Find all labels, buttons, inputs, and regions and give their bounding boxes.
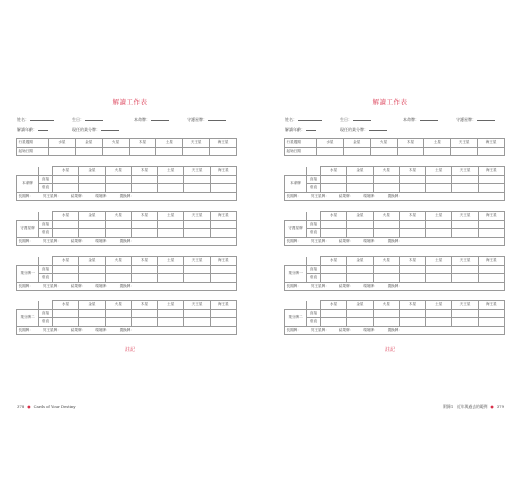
- col-header: 火星: [105, 301, 131, 310]
- left-page-footer: [17, 404, 76, 409]
- col-header: 海王星: [210, 167, 236, 176]
- section-name: 本命牌: [285, 175, 307, 192]
- vertical-label: 垂直: [307, 274, 321, 283]
- cell[interactable]: [452, 309, 478, 318]
- vertical-label: 垂直: [307, 184, 321, 193]
- planet-period-table: [16, 138, 237, 156]
- cell[interactable]: [478, 309, 504, 318]
- col-header: 天王星: [184, 167, 210, 176]
- vertical-label: 垂直: [39, 229, 53, 238]
- cell[interactable]: [373, 318, 399, 327]
- col-header: 木星: [399, 167, 425, 176]
- direct-label: 直接: [307, 220, 321, 229]
- vertical-label: 垂直: [39, 318, 53, 327]
- col-header: 海王星: [478, 301, 504, 310]
- section-table-2: [16, 211, 237, 246]
- col-header: 木星: [399, 301, 425, 310]
- foot-row: 長期牌： 冥王星牌： 結果牌： 環境牌： 置換牌：: [285, 192, 505, 200]
- cell[interactable]: [158, 184, 184, 193]
- col-venus: 金星: [75, 139, 102, 148]
- col-mars: 火星: [102, 139, 129, 148]
- cell[interactable]: [184, 220, 210, 229]
- cell[interactable]: [321, 175, 347, 184]
- col-header: 土星: [158, 257, 184, 266]
- direct-label: 直接: [39, 309, 53, 318]
- col-neptune: 海王星: [478, 139, 505, 148]
- cell[interactable]: [452, 220, 478, 229]
- notes-heading: 註記: [124, 347, 135, 353]
- col-header: 水星: [53, 301, 79, 310]
- book-title: Cards of Your Destiny: [33, 404, 76, 409]
- foot-row: 長期牌： 冥王星牌： 結果牌： 環境牌： 置換牌：: [285, 282, 505, 290]
- cell[interactable]: [158, 274, 184, 283]
- cell[interactable]: [426, 318, 452, 327]
- name-field[interactable]: 姓名：: [17, 117, 54, 123]
- cell[interactable]: [53, 265, 79, 274]
- cell[interactable]: [452, 274, 478, 283]
- cell[interactable]: [184, 309, 210, 318]
- col-mars: 火星: [370, 139, 397, 148]
- section-name: 業分牌二: [17, 309, 39, 326]
- col-header: 火星: [105, 257, 131, 266]
- col-header: 海王星: [210, 257, 236, 266]
- cell[interactable]: [373, 265, 399, 274]
- cell[interactable]: [79, 220, 105, 229]
- start-date-label: 起始日期: [285, 147, 317, 156]
- cell[interactable]: [399, 229, 425, 238]
- col-header: 金星: [347, 257, 373, 266]
- age-field[interactable]: 解讀年齡：: [17, 127, 48, 133]
- cell[interactable]: [79, 229, 105, 238]
- col-header: 海王星: [478, 167, 504, 176]
- col-header: 土星: [426, 167, 452, 176]
- col-saturn: 土星: [424, 139, 451, 148]
- date-cell[interactable]: [156, 147, 183, 156]
- col-header: 水星: [321, 257, 347, 266]
- cell[interactable]: [321, 220, 347, 229]
- col-header: 火星: [373, 167, 399, 176]
- bullet-icon: ●: [490, 404, 494, 409]
- section-table-4: [16, 300, 237, 335]
- section-name: 業分牌二: [285, 309, 307, 326]
- col-header: 金星: [79, 257, 105, 266]
- cell[interactable]: [347, 175, 373, 184]
- col-header: 水星: [321, 212, 347, 221]
- vertical-label: 垂直: [39, 184, 53, 193]
- cell[interactable]: [210, 229, 236, 238]
- col-header: 海王星: [210, 301, 236, 310]
- chapter-title: 附錄1 近年與過去的範例: [443, 404, 488, 409]
- date-cell[interactable]: [370, 147, 397, 156]
- cell[interactable]: [426, 265, 452, 274]
- direct-label: 直接: [39, 220, 53, 229]
- cell[interactable]: [131, 274, 157, 283]
- col-header: 水星: [53, 167, 79, 176]
- foot-row: 長期牌： 冥王星牌： 結果牌： 環境牌： 置換牌：: [285, 237, 505, 245]
- cell[interactable]: [373, 175, 399, 184]
- date-cell[interactable]: [210, 147, 237, 156]
- cell[interactable]: [478, 184, 504, 193]
- page-number: 379: [496, 404, 504, 409]
- section-name: 業分牌一: [17, 265, 39, 282]
- col-header: 土星: [426, 257, 452, 266]
- cell[interactable]: [53, 220, 79, 229]
- col-header: 水星: [321, 167, 347, 176]
- cell[interactable]: [373, 229, 399, 238]
- planet-period-label: 行星週期: [17, 139, 49, 148]
- current-card-field[interactable]: 現任的業分牌：: [72, 127, 119, 133]
- cell[interactable]: [321, 265, 347, 274]
- section-name: 本命牌: [17, 175, 39, 192]
- cell[interactable]: [105, 229, 131, 238]
- col-header: 木星: [131, 257, 157, 266]
- col-header: 火星: [373, 212, 399, 221]
- planet-period-label: 行星週期: [285, 139, 317, 148]
- col-uranus: 天王星: [451, 139, 478, 148]
- date-cell[interactable]: [424, 147, 451, 156]
- cell[interactable]: [399, 274, 425, 283]
- cell[interactable]: [131, 309, 157, 318]
- vertical-label: 垂直: [307, 318, 321, 327]
- cell[interactable]: [321, 229, 347, 238]
- cell[interactable]: [210, 184, 236, 193]
- col-header: 水星: [53, 257, 79, 266]
- date-cell[interactable]: [478, 147, 505, 156]
- section-table-3: [16, 256, 237, 291]
- cell[interactable]: [321, 318, 347, 327]
- direct-label: 直接: [39, 175, 53, 184]
- cell[interactable]: [399, 318, 425, 327]
- col-header: 金星: [79, 212, 105, 221]
- col-header: 火星: [373, 257, 399, 266]
- cell[interactable]: [105, 274, 131, 283]
- col-neptune: 海王星: [210, 139, 237, 148]
- col-uranus: 天王星: [183, 139, 210, 148]
- cell[interactable]: [399, 309, 425, 318]
- cell[interactable]: [452, 229, 478, 238]
- cell[interactable]: [426, 220, 452, 229]
- cell[interactable]: [53, 309, 79, 318]
- cell[interactable]: [321, 274, 347, 283]
- col-header: 天王星: [184, 212, 210, 221]
- cell[interactable]: [210, 309, 236, 318]
- cell[interactable]: [53, 175, 79, 184]
- date-cell[interactable]: [397, 147, 424, 156]
- col-jupiter: 木星: [397, 139, 424, 148]
- cell[interactable]: [373, 184, 399, 193]
- cell[interactable]: [210, 318, 236, 327]
- col-header: 天王星: [184, 301, 210, 310]
- col-saturn: 土星: [156, 139, 183, 148]
- section-table-1: [16, 166, 237, 201]
- col-header: 火星: [105, 212, 131, 221]
- section-name: 守護星牌: [285, 220, 307, 237]
- col-header: 火星: [373, 301, 399, 310]
- cell[interactable]: [131, 220, 157, 229]
- col-mercury: 水星: [317, 139, 344, 148]
- section-table-1: [284, 166, 505, 201]
- cell[interactable]: [373, 274, 399, 283]
- col-header: 海王星: [478, 212, 504, 221]
- col-header: 木星: [131, 167, 157, 176]
- cell[interactable]: [158, 309, 184, 318]
- vertical-label: 垂直: [307, 229, 321, 238]
- cell[interactable]: [131, 318, 157, 327]
- col-header: 水星: [321, 301, 347, 310]
- cell[interactable]: [184, 175, 210, 184]
- cell[interactable]: [79, 184, 105, 193]
- date-cell[interactable]: [317, 147, 344, 156]
- cell[interactable]: [452, 175, 478, 184]
- section-name: 守護星牌: [17, 220, 39, 237]
- date-cell[interactable]: [49, 147, 76, 156]
- cell[interactable]: [347, 318, 373, 327]
- cell[interactable]: [105, 265, 131, 274]
- birthday-field[interactable]: 生日：: [340, 117, 371, 123]
- col-header: 土星: [158, 301, 184, 310]
- cell[interactable]: [478, 220, 504, 229]
- cell[interactable]: [131, 184, 157, 193]
- cell[interactable]: [105, 184, 131, 193]
- cell[interactable]: [347, 184, 373, 193]
- section-name: 業分牌一: [285, 265, 307, 282]
- section-table-4: [284, 300, 505, 335]
- col-header: 土星: [158, 167, 184, 176]
- foot-row: 長期牌： 冥王星牌： 結果牌： 環境牌： 置換牌：: [17, 192, 237, 200]
- cell[interactable]: [210, 220, 236, 229]
- cell[interactable]: [105, 318, 131, 327]
- guardian-card-field[interactable]: 守護星牌：: [456, 117, 495, 123]
- cell[interactable]: [53, 318, 79, 327]
- cell[interactable]: [131, 229, 157, 238]
- foot-row: 長期牌： 冥王星牌： 結果牌： 環境牌： 置換牌：: [17, 282, 237, 290]
- col-header: 海王星: [478, 257, 504, 266]
- cell[interactable]: [478, 175, 504, 184]
- col-header: 火星: [105, 167, 131, 176]
- right-page-footer: [443, 404, 504, 410]
- cell[interactable]: [478, 229, 504, 238]
- age-field[interactable]: 解讀年齡：: [285, 127, 316, 133]
- cell[interactable]: [426, 175, 452, 184]
- start-date-label: 起始日期: [17, 147, 49, 156]
- cell[interactable]: [158, 229, 184, 238]
- cell[interactable]: [53, 274, 79, 283]
- cell[interactable]: [158, 318, 184, 327]
- col-header: 金星: [347, 167, 373, 176]
- cell[interactable]: [452, 184, 478, 193]
- section-table-3: [284, 256, 505, 291]
- foot-row: 長期牌： 冥王星牌： 結果牌： 環境牌： 置換牌：: [17, 237, 237, 245]
- cell[interactable]: [79, 274, 105, 283]
- cell[interactable]: [347, 229, 373, 238]
- cell[interactable]: [321, 309, 347, 318]
- name-field[interactable]: 姓名：: [285, 117, 322, 123]
- cell[interactable]: [399, 175, 425, 184]
- col-header: 天王星: [452, 257, 478, 266]
- cell[interactable]: [478, 318, 504, 327]
- date-cell[interactable]: [451, 147, 478, 156]
- col-header: 木星: [131, 301, 157, 310]
- cell[interactable]: [79, 265, 105, 274]
- cell[interactable]: [347, 220, 373, 229]
- col-header: 金星: [79, 167, 105, 176]
- foot-row: 長期牌： 冥王星牌： 結果牌： 環境牌： 置換牌：: [17, 326, 237, 334]
- cell[interactable]: [79, 309, 105, 318]
- cell[interactable]: [105, 220, 131, 229]
- cell[interactable]: [184, 184, 210, 193]
- cell[interactable]: [210, 274, 236, 283]
- cell[interactable]: [158, 265, 184, 274]
- col-header: 土星: [426, 301, 452, 310]
- date-cell[interactable]: [183, 147, 210, 156]
- life-card-field[interactable]: 本命牌：: [134, 117, 169, 123]
- foot-row: 長期牌： 冥王星牌： 結果牌： 環境牌： 置換牌：: [285, 326, 505, 334]
- cell[interactable]: [105, 175, 131, 184]
- cell[interactable]: [79, 175, 105, 184]
- col-jupiter: 木星: [129, 139, 156, 148]
- cell[interactable]: [426, 184, 452, 193]
- cell[interactable]: [210, 265, 236, 274]
- cell[interactable]: [184, 318, 210, 327]
- notes-heading: 註記: [384, 347, 395, 353]
- bullet-icon: ●: [27, 404, 31, 409]
- col-header: 土星: [158, 212, 184, 221]
- col-header: 木星: [399, 257, 425, 266]
- planet-period-table: [284, 138, 505, 156]
- life-card-field[interactable]: 本命牌：: [403, 117, 438, 123]
- col-mercury: 水星: [49, 139, 76, 148]
- direct-label: 直接: [307, 175, 321, 184]
- cell[interactable]: [347, 309, 373, 318]
- vertical-label: 垂直: [39, 274, 53, 283]
- col-header: 水星: [53, 212, 79, 221]
- cell[interactable]: [452, 265, 478, 274]
- cell[interactable]: [373, 309, 399, 318]
- col-header: 木星: [131, 212, 157, 221]
- direct-label: 直接: [39, 265, 53, 274]
- col-header: 天王星: [184, 257, 210, 266]
- col-header: 天王星: [452, 301, 478, 310]
- cell[interactable]: [79, 318, 105, 327]
- cell[interactable]: [373, 220, 399, 229]
- direct-label: 直接: [307, 309, 321, 318]
- col-header: 天王星: [452, 212, 478, 221]
- cell[interactable]: [399, 220, 425, 229]
- col-header: 金星: [347, 301, 373, 310]
- page-number: 378: [17, 404, 25, 409]
- col-header: 金星: [347, 212, 373, 221]
- date-cell[interactable]: [75, 147, 102, 156]
- cell[interactable]: [53, 229, 79, 238]
- cell[interactable]: [452, 318, 478, 327]
- col-venus: 金星: [343, 139, 370, 148]
- cell[interactable]: [399, 184, 425, 193]
- col-header: 土星: [426, 212, 452, 221]
- cell[interactable]: [184, 274, 210, 283]
- cell[interactable]: [347, 274, 373, 283]
- date-cell[interactable]: [343, 147, 370, 156]
- cell[interactable]: [399, 265, 425, 274]
- cell[interactable]: [158, 220, 184, 229]
- cell[interactable]: [131, 175, 157, 184]
- worksheet-title: 解讀工作表: [112, 98, 148, 106]
- cell[interactable]: [184, 229, 210, 238]
- worksheet-title: 解讀工作表: [372, 98, 408, 106]
- cell[interactable]: [347, 265, 373, 274]
- cell[interactable]: [158, 175, 184, 184]
- col-header: 天王星: [452, 167, 478, 176]
- date-cell[interactable]: [129, 147, 156, 156]
- date-cell[interactable]: [102, 147, 129, 156]
- right-page: [260, 0, 520, 500]
- cell[interactable]: [321, 184, 347, 193]
- cell[interactable]: [53, 184, 79, 193]
- current-card-field[interactable]: 現任的業分牌：: [340, 127, 387, 133]
- cell[interactable]: [478, 265, 504, 274]
- cell[interactable]: [184, 265, 210, 274]
- cell[interactable]: [426, 274, 452, 283]
- cell[interactable]: [426, 309, 452, 318]
- direct-label: 直接: [307, 265, 321, 274]
- col-header: 木星: [399, 212, 425, 221]
- cell[interactable]: [210, 175, 236, 184]
- guardian-card-field[interactable]: 守護星牌：: [187, 117, 226, 123]
- col-header: 金星: [79, 301, 105, 310]
- section-table-2: [284, 211, 505, 246]
- cell[interactable]: [131, 265, 157, 274]
- cell[interactable]: [478, 274, 504, 283]
- col-header: 海王星: [210, 212, 236, 221]
- cell[interactable]: [426, 229, 452, 238]
- cell[interactable]: [105, 309, 131, 318]
- birthday-field[interactable]: 生日：: [72, 117, 103, 123]
